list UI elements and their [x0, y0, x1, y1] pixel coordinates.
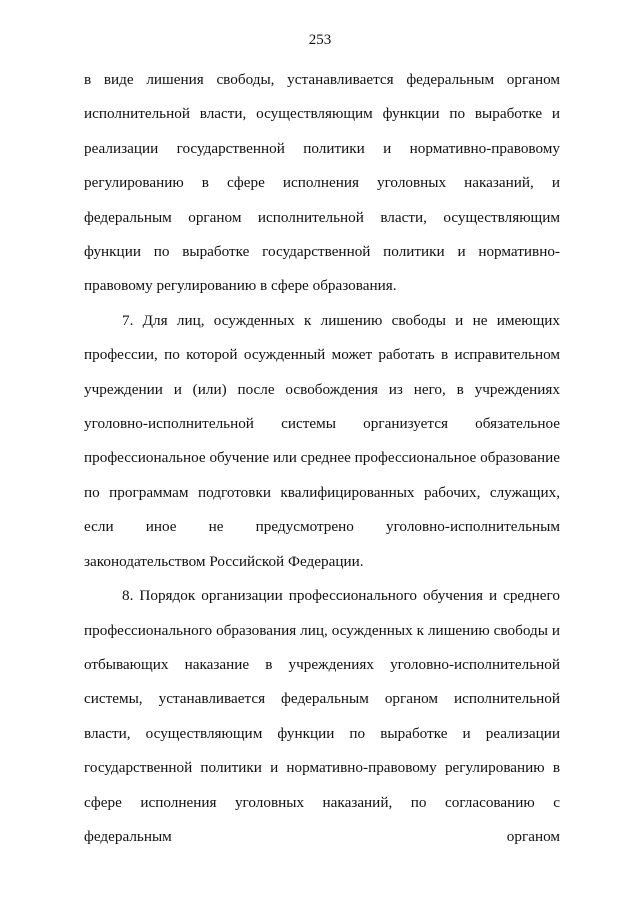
paragraph-item-8: 8. Порядок организации профессионального обучения и среднего профессионального образования лиц, осужденных к лишению свободы и отбывающих наказание в учреждениях уголовно-исполнительной системы, устанавливается федеральным органом исполнительной власти, осуществляющим функции по выработке и реализации государственной политики и нормативно-правовому регулированию в сфере исполнения уголовных наказаний, по согласованию с федеральным органом: [84, 587, 560, 845]
document-body: [84, 63, 560, 854]
page-number: 253: [308, 32, 332, 48]
paragraph-continuation: в виде лишения свободы, устанавливается федеральным органом исполнительной власти, осуществляющим функции по выработке и реализации государственной политики и нормативно-правовому регулированию в сфере исполнения уголовных наказаний, и федеральным органом исполнительной власти, осуществляющим функции по выработке государственной политики и нормативно-правовому регулированию в сфере образования.: [84, 71, 560, 295]
paragraph-item-7: 7. Для лиц, осужденных к лишению свободы и не имеющих профессии, по которой осужденный может работать в исправительном учреждении и (или) после освобождения из него, в учреждениях уголовно-исполнительной системы организуется обязательное профессиональное обучение или среднее профессиональное образование по программам подготовки квалифицированных рабочих, служащих, если иное не предусмотрено уголовно-исполнительным законодательством Российской Федерации.: [84, 311, 560, 570]
